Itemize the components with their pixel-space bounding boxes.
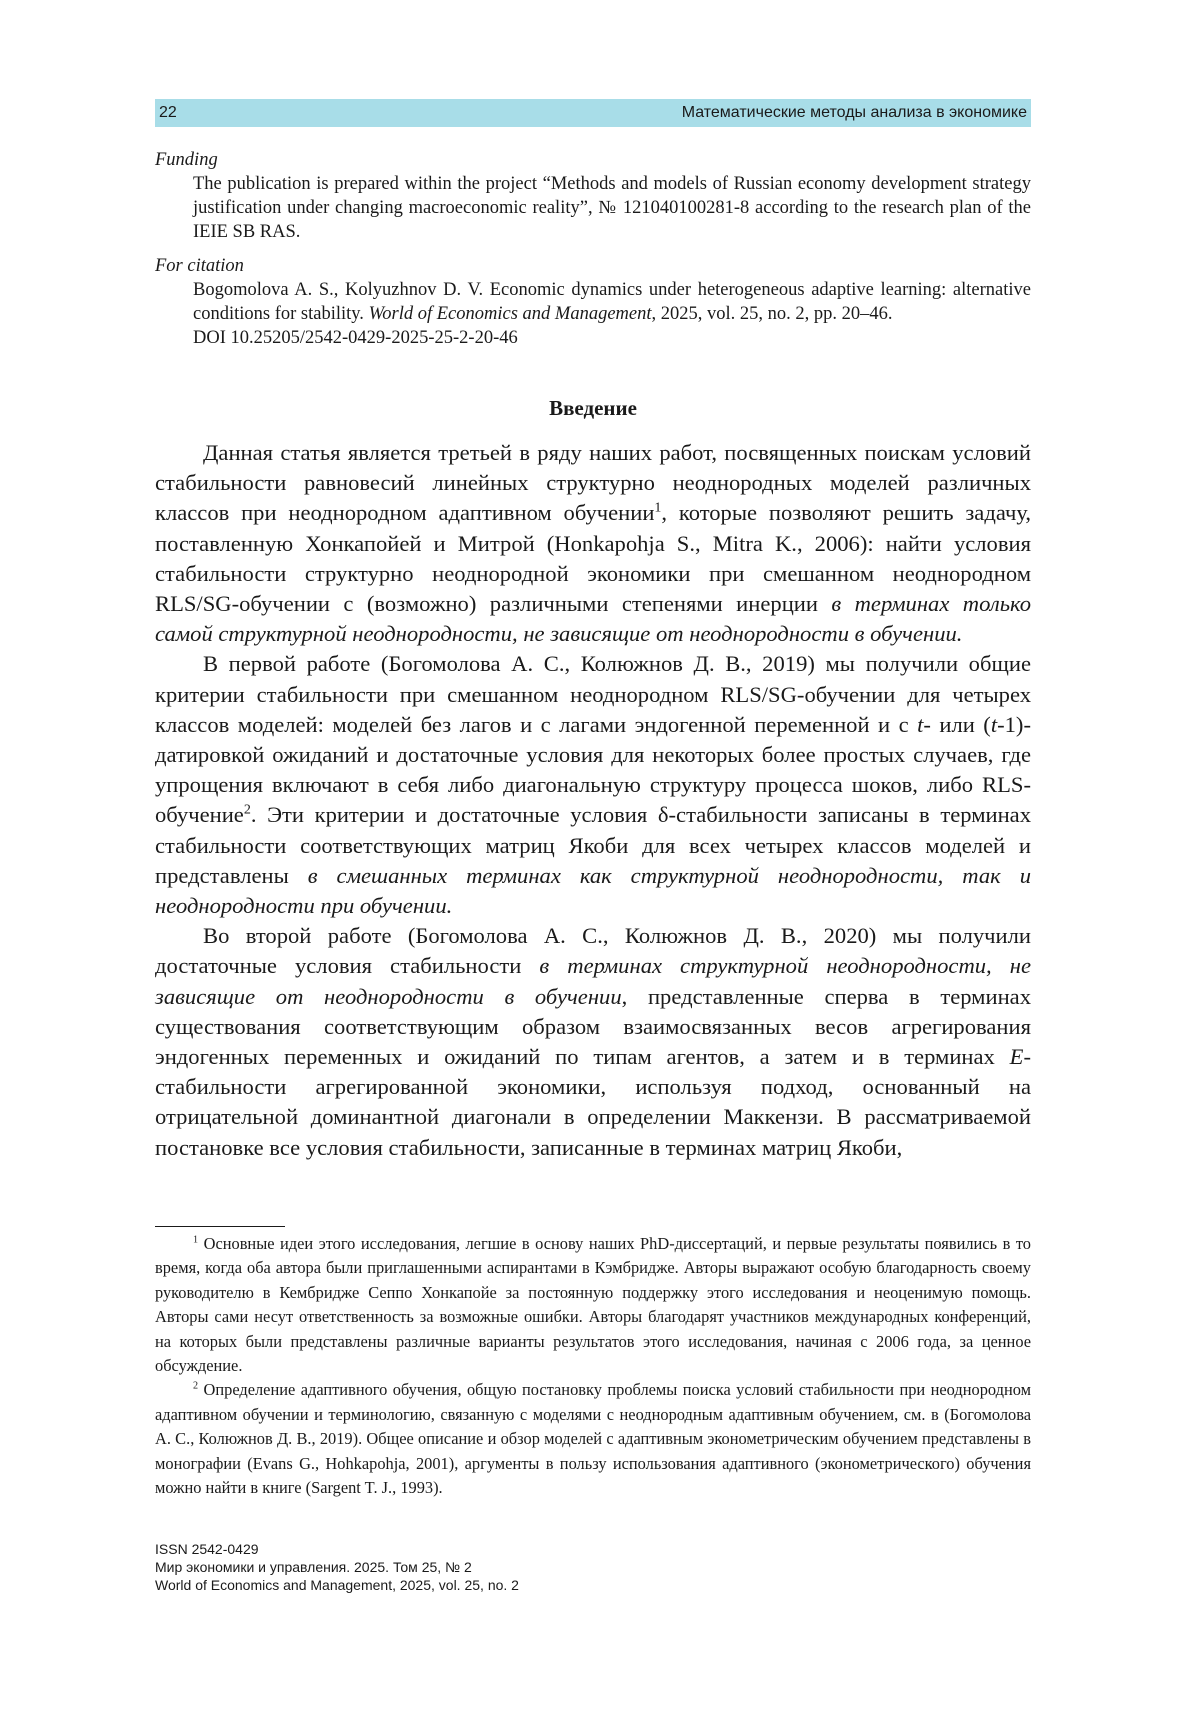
footnote-ref-2[interactable]: 2 (243, 802, 251, 818)
paragraph-3-text-c: , представленные сперва в терминах существования соответствующим образом взаимосвязанных весов агрегирования эндогенных переменных и ожиданий по типам агентов, а затем и в терминах (155, 983, 1031, 1070)
footer-journal-en: World of Economics and Management, 2025, vol. 25, no. 2 (155, 1577, 519, 1593)
footnote-ref-1[interactable]: 1 (654, 500, 662, 516)
citation-doi[interactable]: DOI 10.25205/2542-0429-2025-25-2-20-46 (193, 328, 518, 348)
paragraph-1 (155, 438, 1031, 649)
paragraph-1-text-a: Данная статья является третьей в ряду наших работ, посвященных поискам условий стабильности равновесий линейных структурно неоднородных моделей различных классов при неоднородном адаптивном обучении (155, 440, 1031, 526)
funding-section (155, 148, 1031, 244)
paragraph-3-text-a: Во второй работе (Богомолова А. С., Колюжнов Д. В., 2020) мы получили достаточные условия стабильности (155, 923, 1031, 979)
paragraph-1-text-b: , которые позволяют решить задачу, поставленную Хонкапойей и Митрой (Honkapohja S., Mitra K., 2006): найти условия стабильности структурно неоднородной экономики при смешанном неоднородном RLS/SG-обучении с (возможно) различными степенями инерции (155, 500, 1031, 617)
citation-volume: , 2025, vol. 25, no. 2, pp. 20–46. (651, 304, 893, 324)
footer-issn: ISSN 2542-0429 (155, 1541, 259, 1557)
citation-authors-title: Bogomolova A. S., Kolyuzhnov D. V. Economic dynamics under heterogeneous adaptive learning: alternative conditions for stability. (193, 280, 1031, 324)
paragraph-3-var-e: E (1009, 1044, 1024, 1070)
paragraph-2-emphasis: в смешанных терминах как структурной неоднородности, так и неоднородности при обучении. (155, 862, 1031, 919)
paragraph-2 (155, 649, 1031, 921)
paragraph-3 (155, 921, 1031, 1163)
paragraph-2-text-a: В первой работе (Богомолова А. С., Колюжнов Д. В., 2019) мы получили общие критерии стабильности при смешанном неоднородном RLS/SG-обучении для четырех классов моделей: моделей без лагов и с лагами эндогенной переменной и с (155, 651, 1031, 737)
citation-text (155, 278, 1031, 350)
footnote-1 (155, 1232, 1031, 1378)
footnotes (155, 1232, 1031, 1500)
footnote-2-text: Определение адаптивного обучения, общую постановку проблемы поиска условий стабильности при неоднородном адаптивном обучении и терминологию, связанную с моделями с неоднородным адаптивным обучением, см. в (Богомолова А. С., Колюжнов Д. В., 2019). Общее описание и обзор моделей с адаптивным эконометрическим обучением представлены в монографии (Evans G., Hohkapohja, 2001), аргументы в пользу использования адаптивного (эконометрического) обучения можно найти в книге (Sargent T. J., 1993). (155, 1380, 1031, 1498)
footer-journal-ru: Мир экономики и управления. 2025. Том 25, № 2 (155, 1559, 472, 1575)
footnote-divider (155, 1226, 285, 1227)
paragraph-3-emphasis: в терминах структурной неоднородности, не зависящие от неоднородности в обучении (155, 953, 1031, 1009)
paragraph-3-text-d: -стабильности агрегированной экономики, используя подход, основанный на отрицательной доминантной диагонали в определении Маккензи. В рассматриваемой постановке все условия стабильности, записанные в терминах матриц Якоби, (155, 1044, 1031, 1160)
funding-text: The publication is prepared within the project “Methods and models of Russian economy development strategy justification under changing macroeconomic reality”, № 121040100281-8 according to the research plan of the IEIE SB RAS. (193, 174, 1031, 242)
footnote-2 (155, 1378, 1031, 1500)
funding-label: Funding (155, 150, 218, 170)
citation-label: For citation (155, 256, 244, 276)
paragraph-2-var-t2: t (990, 711, 998, 737)
paragraph-2-text-c: -1)-датировкой ожиданий и достаточные условия для некоторых более простых случаев, где упрощения включают в себя либо диагональную структуру процесса шоков, либо RLS-обучение (155, 711, 1031, 828)
body-text (155, 438, 1031, 1163)
page-number: 22 (159, 104, 177, 121)
running-header (155, 99, 1031, 127)
paragraph-1-emphasis: в терминах только самой структурной неоднородности, не зависящие от неоднородности в обучении. (155, 591, 1031, 647)
section-title: Введение (549, 396, 637, 420)
footnote-2-mark: 2 (193, 1380, 199, 1392)
page-footer (155, 1540, 519, 1594)
footnote-1-text: Основные идеи этого исследования, легшие в основу наших PhD-диссертаций, и первые результаты появились в то время, когда оба автора были приглашенными аспирантами в Кэмбридже. Авторы выражают особую благодарность своему руководителю в Кембридже Сеппо Хонкапойе за постоянную поддержку этого исследования и неоценимую помощь. Авторы сами несут ответственность за возможные ошибки. Авторы благодарят участников международных конференций, на которых были представлены различные варианты результатов этого исследования, начиная с 2006 года, за ценное обсуждение. (155, 1234, 1031, 1376)
paragraph-2-text-d: . Эти критерии и достаточные условия δ-стабильности записаны в терминах стабильности соответствующих матриц Якоби для всех четырех классов моделей и представлены (155, 802, 1031, 888)
citation-section (155, 254, 1031, 350)
paragraph-2-text-b: - или ( (923, 711, 991, 737)
paragraph-2-var-t1: t (917, 711, 924, 737)
footnote-1-mark: 1 (193, 1234, 199, 1246)
journal-section: Математические методы анализа в экономике (681, 104, 1027, 121)
citation-journal: World of Economics and Management (368, 304, 652, 324)
